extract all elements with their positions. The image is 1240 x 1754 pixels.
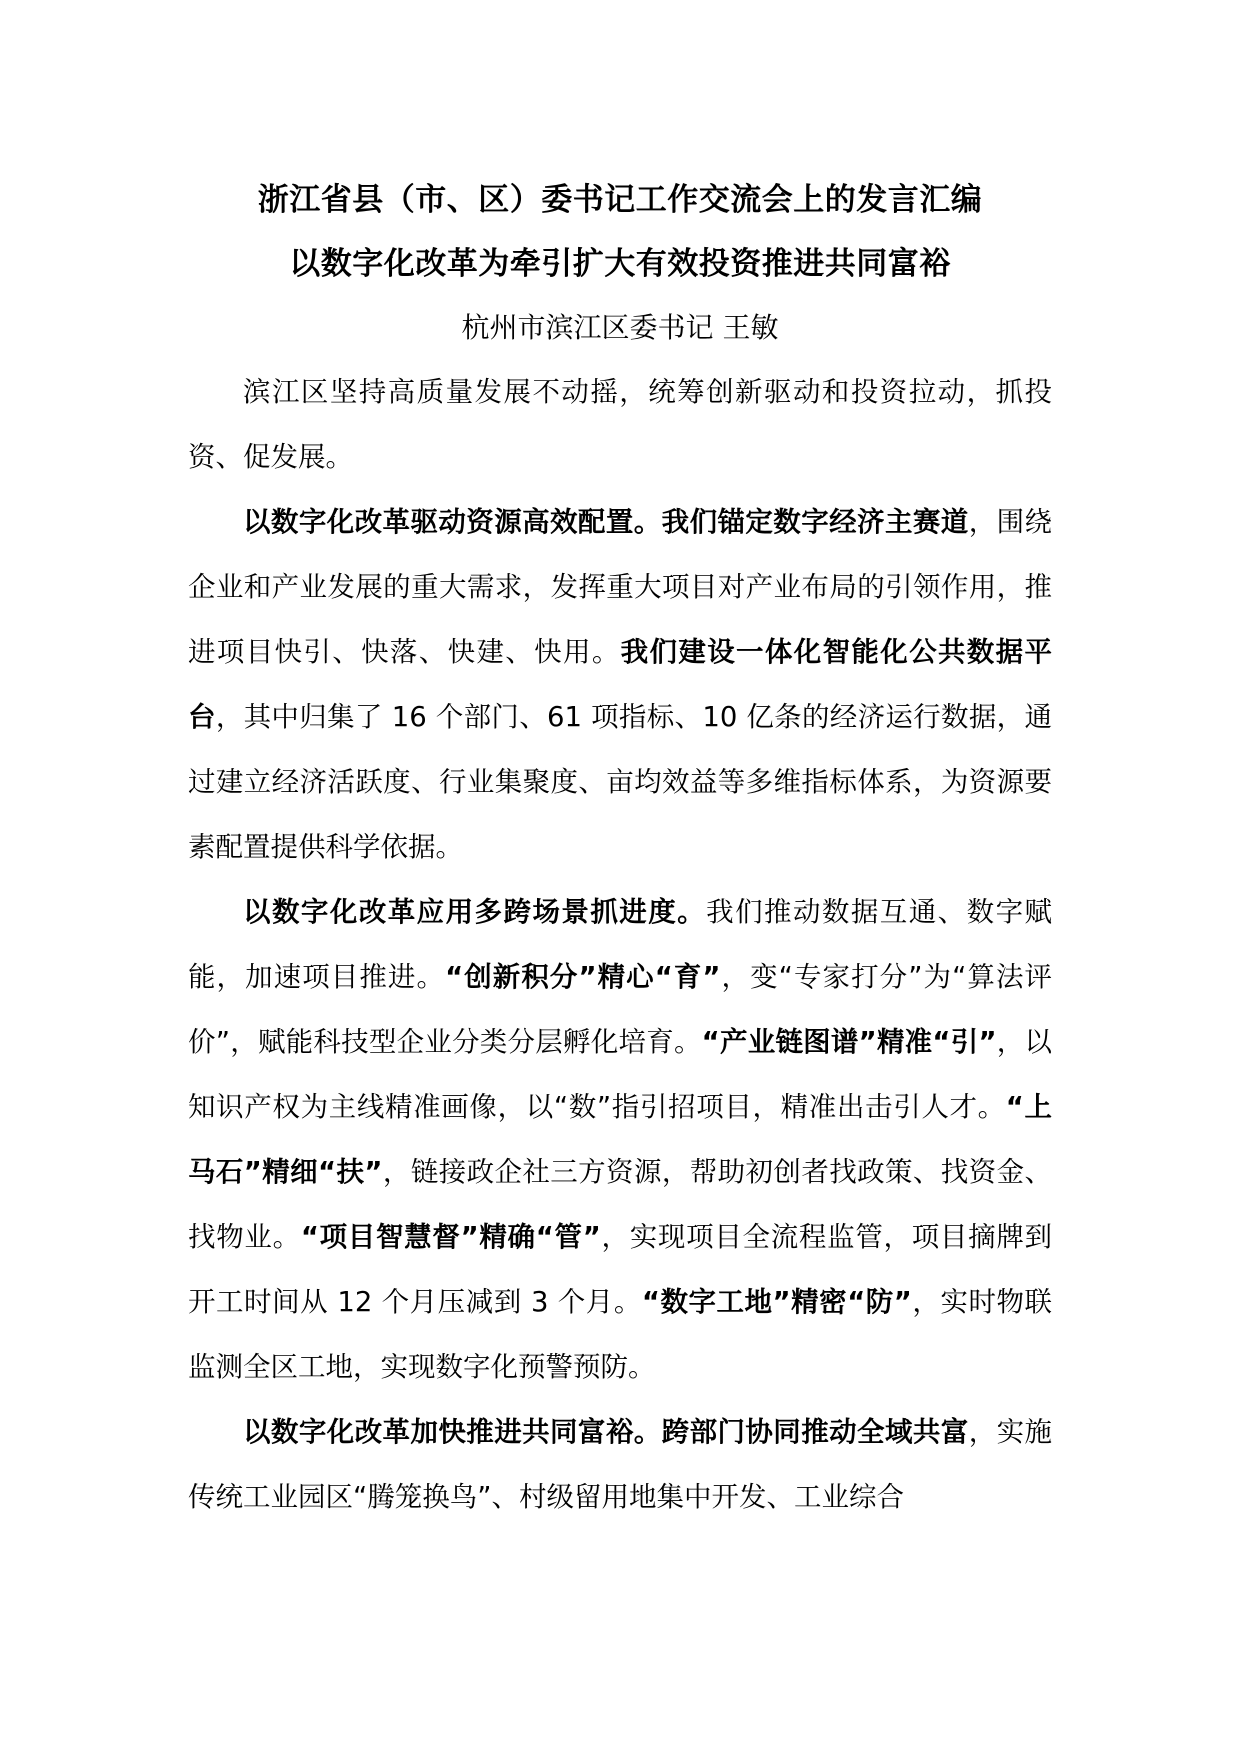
bold-text-span: 以数字化改革加快推进共同富裕。跨部门协同推动全域共富 [243,1416,969,1448]
text-span: ，以知识产权为主线精准画像，以“数”指引招项目，精准出击引人才。 [188,1026,1052,1123]
document-title-line1: 浙江省县（市、区）委书记工作交流会上的发言汇编 [257,182,983,218]
document-page [188,168,1052,1530]
paragraph [188,880,1052,1400]
text-span: ，链接政企社三方资源，帮助初创者找政策、找资金、找物业。 [188,1156,1052,1253]
bold-text-span: 以数字化改革应用多跨场景抓进度。 [243,896,707,928]
paragraph [188,360,1052,490]
text-span: ，实时物联监测全区工地，实现数字化预警预防。 [188,1286,1053,1383]
bold-text-span: “产业链图谱”精准“引” [701,1026,997,1058]
text-span: 滨江区坚持高质量发展不动摇，统筹创新驱动和投资拉动，抓投资、促发展。 [188,376,1052,473]
bold-text-span: “上马石”精细“扶” [188,1091,1052,1188]
bold-text-span: “项目智慧督”精确“管” [300,1221,601,1253]
paragraph [188,490,1052,880]
bold-text-span: 以数字化改革驱动资源高效配置。我们锚定数字经济主赛道 [243,506,969,538]
text-span: ，其中归集了 16 个部门、61 项指标、10 亿条的经济运行数据，通过建立经济活跃度、行业集聚度、亩均效益等多维指标体系，为资源要素配置提供科学依据。 [188,701,1052,863]
document-title-line2: 以数字化改革为牵引扩大有效投资推进共同富裕 [289,246,951,282]
bold-text-span: “创新积分”精心“育” [445,961,721,993]
text-span: ，变“专家打分”为“算法评价”，赋能科技型企业分类分层孵化培育。 [188,961,1053,1058]
bold-text-span: “数字工地”精密“防” [641,1286,912,1318]
bold-text-span: 我们建设一体化智能化公共数据平台 [188,636,1052,733]
text-span: ，围绕企业和产业发展的重大需求，发挥重大项目对产业布局的引领作用，推进项目快引、快落、快建、快用。 [188,506,1053,668]
document-author: 杭州市滨江区委书记 王敏 [461,311,779,344]
text-span: ，实现项目全流程监管，项目摘牌到开工时间从 12 个月压减到 3 个月。 [188,1221,1053,1318]
text-span: ，实施传统工业园区“腾笼换鸟”、村级留用地集中开发、工业综合 [188,1416,1053,1513]
paragraph [188,1400,1052,1530]
text-span: 我们推动数据互通、数字赋能，加速项目推进。 [188,896,1053,993]
